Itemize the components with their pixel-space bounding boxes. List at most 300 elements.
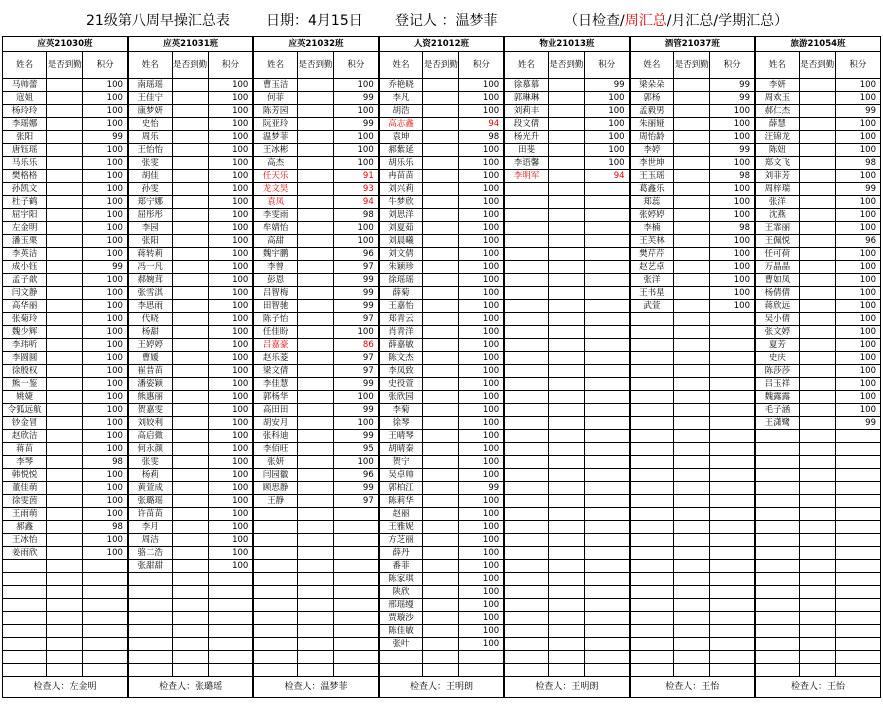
score-cell: 100: [83, 105, 128, 118]
arrived-cell: [674, 469, 710, 482]
score-cell: [584, 300, 629, 313]
arrived-cell: [674, 157, 710, 170]
student-name: 薛嘉敏: [379, 339, 423, 352]
score-cell: 99: [83, 261, 128, 274]
score-cell: 100: [83, 157, 128, 170]
arrived-cell: [297, 352, 333, 365]
arrived-cell: [548, 209, 584, 222]
score-cell: [584, 365, 629, 378]
score-cell: 100: [83, 469, 128, 482]
student-name: 张雯: [128, 157, 172, 170]
arrived-cell: [548, 131, 584, 144]
arrived-cell: [172, 417, 208, 430]
arrived-cell: [799, 521, 835, 534]
student-name: 李雯雨: [253, 209, 297, 222]
arrived-cell: [297, 469, 333, 482]
student-name: 毛子涵: [755, 404, 799, 417]
arrived-cell: [423, 573, 459, 586]
arrived-cell: [799, 209, 835, 222]
student-name: [630, 469, 674, 482]
arrived-cell: [423, 326, 459, 339]
score-cell: 100: [459, 521, 504, 534]
student-name: 姚婕: [3, 391, 47, 404]
student-name: [630, 495, 674, 508]
score-cell: 100: [459, 222, 504, 235]
score-cell: 99: [334, 430, 379, 443]
table-row: [3, 443, 881, 456]
score-cell: 100: [835, 404, 880, 417]
score-cell: 100: [83, 79, 128, 92]
student-name: [630, 586, 674, 599]
arrived-cell: [423, 625, 459, 638]
student-name: [504, 469, 548, 482]
score-cell: 100: [208, 508, 253, 521]
arrived-cell: [674, 443, 710, 456]
score-cell: 99: [334, 378, 379, 391]
student-name: 张叶: [379, 638, 423, 651]
student-name: 牛梦欣: [379, 196, 423, 209]
student-name: 葛鑫乐: [630, 183, 674, 196]
arrived-cell: [423, 352, 459, 365]
student-name: 王芙林: [630, 235, 674, 248]
arrived-cell: [674, 391, 710, 404]
arrived-cell: [423, 365, 459, 378]
arrived-cell: [548, 170, 584, 183]
arrived-cell: [423, 599, 459, 612]
score-cell: [710, 352, 755, 365]
arrived-cell: [799, 612, 835, 625]
arrived-cell: [297, 417, 333, 430]
score-cell: 97: [334, 495, 379, 508]
score-cell: 100: [459, 456, 504, 469]
score-cell: [334, 573, 379, 586]
student-name: 李琴: [3, 456, 47, 469]
score-cell: [584, 482, 629, 495]
score-cell: 100: [459, 183, 504, 196]
table-row: [3, 313, 881, 326]
student-name: 梁朵朵: [630, 79, 674, 92]
student-name: [504, 300, 548, 313]
arrived-cell: [548, 339, 584, 352]
arrived-cell: [47, 495, 83, 508]
arrived-cell: [297, 378, 333, 391]
score-cell: 100: [208, 287, 253, 300]
score-cell: 100: [835, 261, 880, 274]
arrived-cell: [423, 430, 459, 443]
arrived-cell: [548, 625, 584, 638]
student-name: 郝鑫: [3, 521, 47, 534]
table-row: [3, 612, 881, 625]
arrived-cell: [674, 196, 710, 209]
student-name: 吕嘉豪: [253, 339, 297, 352]
score-cell: 100: [83, 170, 128, 183]
score-cell: [334, 547, 379, 560]
student-name: 贺宁: [379, 456, 423, 469]
score-cell: 100: [83, 313, 128, 326]
arrived-cell: [548, 118, 584, 131]
score-cell: 100: [835, 352, 880, 365]
summary-type: [564, 10, 788, 30]
student-name: [3, 625, 47, 638]
table-row: [3, 456, 881, 469]
table-row: [3, 521, 881, 534]
student-name: 何菲: [253, 92, 297, 105]
score-cell: 100: [334, 326, 379, 339]
arrived-cell: [674, 131, 710, 144]
arrived-cell: [799, 183, 835, 196]
score-cell: [710, 326, 755, 339]
score-cell: 100: [459, 534, 504, 547]
student-name: 郭琳琳: [504, 92, 548, 105]
student-name: [630, 313, 674, 326]
score-cell: [710, 404, 755, 417]
arrived-cell: [172, 391, 208, 404]
arrived-cell: [799, 586, 835, 599]
arrived-cell: [799, 495, 835, 508]
student-name: [504, 209, 548, 222]
score-cell: [334, 664, 379, 677]
student-name: 魏少辉: [3, 326, 47, 339]
table-row: [3, 391, 881, 404]
student-name: [755, 586, 799, 599]
score-cell: 99: [710, 144, 755, 157]
score-cell: [208, 573, 253, 586]
student-name: 李佳慧: [253, 378, 297, 391]
arrived-cell: [297, 586, 333, 599]
arrived-cell: [172, 495, 208, 508]
table-row: [3, 482, 881, 495]
student-name: [504, 339, 548, 352]
student-name: 张阳: [128, 235, 172, 248]
score-cell: [835, 560, 880, 573]
score-cell: 100: [208, 248, 253, 261]
student-name: 薛菊: [379, 287, 423, 300]
arrived-cell: [47, 508, 83, 521]
student-name: 崔昔苗: [128, 365, 172, 378]
arrived-cell: [674, 638, 710, 651]
student-name: [630, 625, 674, 638]
student-name: 王书星: [630, 287, 674, 300]
student-name: [504, 326, 548, 339]
student-name: 冉苗苗: [379, 170, 423, 183]
score-cell: 100: [710, 118, 755, 131]
student-name: 沈燕: [755, 209, 799, 222]
student-name: [755, 573, 799, 586]
arrived-cell: [172, 157, 208, 170]
student-name: 李园: [128, 222, 172, 235]
score-cell: 100: [83, 235, 128, 248]
arrived-cell: [548, 378, 584, 391]
score-cell: [459, 651, 504, 664]
student-name: 王雅妮: [379, 521, 423, 534]
student-name: 李月: [128, 521, 172, 534]
student-name: 王婷婷: [128, 339, 172, 352]
score-cell: 100: [584, 144, 629, 157]
student-name: [630, 599, 674, 612]
arrived-cell: [548, 404, 584, 417]
student-name: 朱颖珍: [379, 261, 423, 274]
arrived-cell: [172, 456, 208, 469]
score-cell: [584, 209, 629, 222]
student-name: 贺嘉雯: [128, 404, 172, 417]
student-name: [128, 612, 172, 625]
score-header: 积分: [459, 52, 504, 79]
score-cell: 100: [459, 326, 504, 339]
arrived-cell: [172, 521, 208, 534]
student-name: 胡晴秦: [379, 443, 423, 456]
score-cell: 100: [334, 105, 379, 118]
score-cell: [710, 612, 755, 625]
arrived-cell: [297, 573, 333, 586]
student-name: 张甜甜: [128, 560, 172, 573]
student-name: 王冰怡: [3, 534, 47, 547]
student-name: 郝仁杰: [755, 105, 799, 118]
arrived-cell: [297, 92, 333, 105]
arrived-cell: [297, 79, 333, 92]
arrived-cell: [548, 612, 584, 625]
student-name: 王嘉怡: [379, 300, 423, 313]
arrived-cell: [297, 521, 333, 534]
score-cell: [208, 625, 253, 638]
student-name: 黄萱成: [128, 482, 172, 495]
score-cell: 100: [208, 417, 253, 430]
score-cell: [83, 638, 128, 651]
table-row: [3, 547, 881, 560]
score-cell: [584, 196, 629, 209]
score-cell: 100: [334, 131, 379, 144]
score-header: 积分: [83, 52, 128, 79]
table-row: [3, 469, 881, 482]
score-cell: 100: [83, 378, 128, 391]
student-name: 薛慧: [755, 118, 799, 131]
student-name: 陈莎莎: [755, 365, 799, 378]
arrived-cell: [548, 144, 584, 157]
arrived-cell: [799, 261, 835, 274]
score-cell: 100: [459, 105, 504, 118]
student-name: 李语馨: [504, 157, 548, 170]
arrived-cell: [47, 131, 83, 144]
score-cell: [584, 274, 629, 287]
student-name: 陕欣: [379, 586, 423, 599]
student-name: [128, 638, 172, 651]
student-name: 郝紫延: [379, 144, 423, 157]
student-name: 陈妞: [755, 144, 799, 157]
arrived-cell: [172, 365, 208, 378]
score-cell: [710, 443, 755, 456]
score-cell: 100: [83, 222, 128, 235]
student-name: 熊惠丽: [128, 391, 172, 404]
score-cell: 100: [208, 170, 253, 183]
score-cell: 86: [334, 339, 379, 352]
inspector-label: 检查人：左金明: [3, 677, 128, 698]
student-name: [504, 638, 548, 651]
student-name: [3, 599, 47, 612]
arrived-cell: [674, 92, 710, 105]
arrived-cell: [172, 430, 208, 443]
student-name: [128, 599, 172, 612]
student-name: [504, 586, 548, 599]
arrived-cell: [423, 92, 459, 105]
arrived-cell: [799, 573, 835, 586]
arrived-cell: [172, 300, 208, 313]
score-cell: 100: [208, 105, 253, 118]
score-cell: 100: [83, 183, 128, 196]
score-cell: [208, 651, 253, 664]
score-cell: [334, 599, 379, 612]
student-name: [504, 235, 548, 248]
score-cell: [334, 651, 379, 664]
table-row: [3, 183, 881, 196]
score-cell: 100: [710, 157, 755, 170]
arrived-cell: [47, 92, 83, 105]
student-name: 赵欣洁: [3, 430, 47, 443]
arrived-cell: [799, 560, 835, 573]
score-cell: 100: [83, 508, 128, 521]
student-name: 万晶晶: [755, 261, 799, 274]
student-name: 唐钰瑶: [3, 144, 47, 157]
score-cell: [83, 586, 128, 599]
score-cell: 100: [83, 287, 128, 300]
arrived-cell: [172, 599, 208, 612]
student-name: 胡浩: [379, 105, 423, 118]
student-name: [253, 586, 297, 599]
arrived-cell: [297, 599, 333, 612]
arrived-cell: [548, 638, 584, 651]
score-cell: [83, 625, 128, 638]
student-name: [755, 534, 799, 547]
score-cell: 100: [83, 326, 128, 339]
student-name: 孙凯文: [3, 183, 47, 196]
summary-type-week: 周汇总: [624, 13, 667, 29]
arrived-cell: [172, 378, 208, 391]
arrived-cell: [674, 365, 710, 378]
score-cell: 100: [459, 157, 504, 170]
student-name: 魏宇鹏: [253, 248, 297, 261]
score-cell: 100: [835, 248, 880, 261]
arrived-header: 是否到勤: [799, 52, 835, 79]
score-cell: 100: [208, 404, 253, 417]
student-name: 曹如凤: [755, 274, 799, 287]
table-row: [3, 287, 881, 300]
score-cell: 100: [208, 430, 253, 443]
score-cell: 100: [83, 547, 128, 560]
score-cell: 98: [710, 170, 755, 183]
arrived-cell: [172, 118, 208, 131]
student-name: 郭杨: [630, 92, 674, 105]
arrived-cell: [297, 482, 333, 495]
arrived-cell: [47, 651, 83, 664]
score-cell: [710, 391, 755, 404]
score-cell: 100: [459, 248, 504, 261]
student-name: [379, 651, 423, 664]
score-cell: 99: [835, 183, 880, 196]
score-cell: 100: [584, 105, 629, 118]
table-row: [3, 118, 881, 131]
table-row: [3, 573, 881, 586]
score-cell: 100: [835, 313, 880, 326]
score-cell: [334, 534, 379, 547]
score-cell: 100: [459, 300, 504, 313]
student-name: [253, 625, 297, 638]
arrived-cell: [297, 625, 333, 638]
student-name: 郑宁娜: [128, 196, 172, 209]
arrived-cell: [674, 222, 710, 235]
student-name: [253, 573, 297, 586]
table-row: [3, 274, 881, 287]
arrived-cell: [548, 586, 584, 599]
arrived-cell: [548, 651, 584, 664]
score-cell: [584, 339, 629, 352]
table-row: [3, 196, 881, 209]
arrived-cell: [548, 235, 584, 248]
score-cell: [584, 625, 629, 638]
student-name: 杜子鹤: [3, 196, 47, 209]
arrived-cell: [423, 495, 459, 508]
arrived-cell: [297, 391, 333, 404]
arrived-cell: [799, 118, 835, 131]
student-name: [504, 560, 548, 573]
summary-type-rest: /月汇总/学期汇总）: [666, 13, 789, 29]
arrived-cell: [548, 300, 584, 313]
arrived-cell: [674, 209, 710, 222]
arrived-cell: [674, 495, 710, 508]
score-cell: 100: [835, 274, 880, 287]
score-cell: [710, 339, 755, 352]
score-cell: 100: [83, 417, 128, 430]
student-name: [630, 443, 674, 456]
arrived-cell: [423, 339, 459, 352]
student-name: 陈佳敏: [379, 625, 423, 638]
table-row: [3, 222, 881, 235]
score-cell: 100: [459, 339, 504, 352]
score-header: 积分: [584, 52, 629, 79]
arrived-cell: [297, 508, 333, 521]
score-cell: 100: [208, 196, 253, 209]
student-name: 孙雯: [128, 183, 172, 196]
student-name: [755, 560, 799, 573]
student-name: [379, 664, 423, 677]
score-cell: 100: [835, 365, 880, 378]
arrived-cell: [674, 339, 710, 352]
arrived-cell: [799, 92, 835, 105]
arrived-cell: [297, 612, 333, 625]
arrived-cell: [47, 638, 83, 651]
arrived-cell: [423, 235, 459, 248]
arrived-cell: [172, 170, 208, 183]
arrived-cell: [799, 222, 835, 235]
score-cell: 100: [83, 391, 128, 404]
score-cell: 100: [459, 573, 504, 586]
score-cell: 100: [208, 144, 253, 157]
arrived-cell: [799, 638, 835, 651]
arrived-cell: [674, 274, 710, 287]
score-cell: 100: [208, 365, 253, 378]
arrived-header: 是否到勤: [548, 52, 584, 79]
arrived-cell: [548, 313, 584, 326]
arrived-cell: [297, 183, 333, 196]
score-cell: 97: [334, 261, 379, 274]
student-name: [253, 664, 297, 677]
arrived-cell: [172, 235, 208, 248]
arrived-cell: [297, 235, 333, 248]
arrived-cell: [423, 586, 459, 599]
student-name: 吕智梅: [253, 287, 297, 300]
arrived-cell: [172, 196, 208, 209]
student-name: 任佳盼: [253, 326, 297, 339]
student-name: [630, 352, 674, 365]
arrived-cell: [297, 534, 333, 547]
table-row: [3, 92, 881, 105]
